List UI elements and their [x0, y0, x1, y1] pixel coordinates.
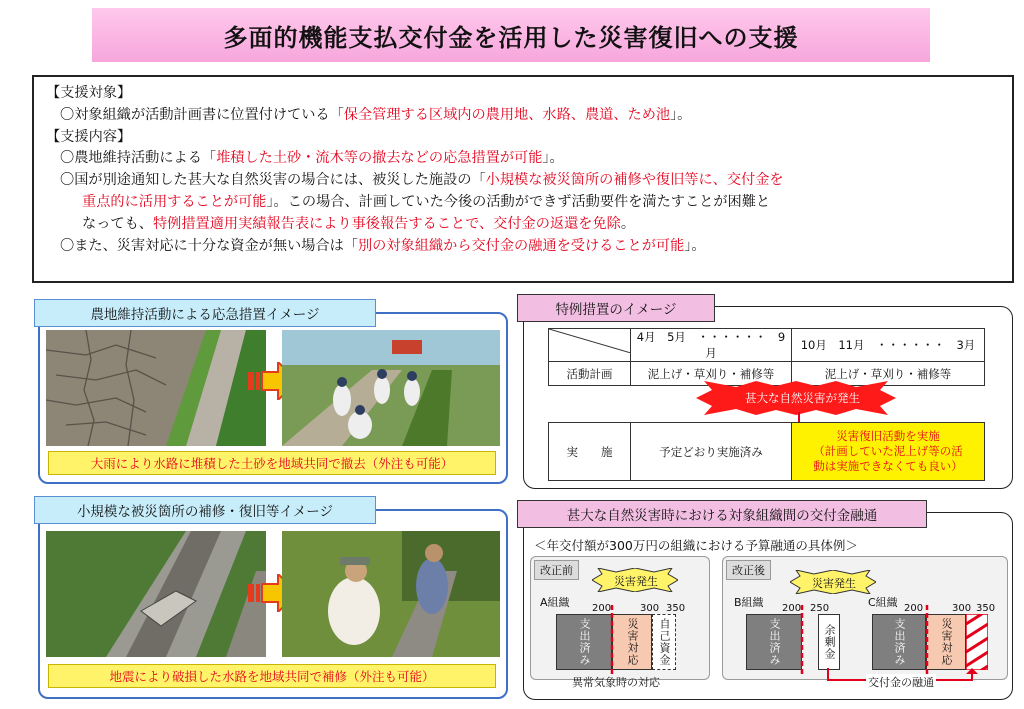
schedule-table — [548, 328, 985, 386]
disaster-label-before: 災害発生 — [614, 575, 658, 588]
content-item-2-end: 。 — [620, 215, 636, 232]
target-line-highlight: 保全管理する区域内の農用地、水路、農道、ため池 — [343, 106, 671, 123]
content-item-2-line-3 — [46, 214, 1000, 236]
content-heading: 【支援内容】 — [46, 128, 132, 145]
small-repair-tab: 小規模な被災箇所の補修・復旧等イメージ — [34, 496, 376, 524]
content-item-1-end: 」。 — [542, 150, 564, 167]
a-350: 350 — [666, 603, 686, 614]
target-line — [46, 105, 1000, 127]
impl-period-1: 予定どおり実施済み — [631, 423, 792, 481]
b-200: 200 — [782, 603, 802, 614]
content-item-3 — [46, 236, 1000, 258]
c-200: 200 — [904, 603, 924, 614]
content-item-1-highlight: 堆積した土砂・流木等の撤去などの応急措置が可能 — [216, 150, 543, 167]
content-item-2-l3-text: なっても、 — [82, 215, 153, 232]
corner-cell — [549, 329, 631, 362]
target-line-text: 〇対象組織が活動計画書に位置付けている「 — [60, 106, 344, 123]
org-b-label: B組織 — [734, 596, 764, 609]
b-250: 250 — [810, 603, 830, 614]
content-item-2 — [46, 170, 1000, 192]
target-line-end: 」。 — [670, 106, 692, 123]
implementation-table — [548, 422, 985, 481]
after-revision-tag: 改正後 — [726, 560, 771, 580]
b-surplus-bar: 余剰金 — [818, 614, 840, 670]
content-item-2-mid: 」。この場合、計画していた今後の活動ができず活動要件を満たすことが困難と — [266, 193, 771, 210]
impl-row-header: 実 施 — [549, 423, 631, 481]
a-own-funds-bar: 自己資金 — [652, 614, 676, 670]
content-item-2-highlight-2: 重点的に活用することが可能 — [82, 193, 267, 210]
content-item-2-line-2 — [46, 192, 1000, 214]
sediment-removal-photo — [282, 330, 500, 446]
a-divider-line — [610, 605, 614, 675]
c-spent-bar: 支出済み — [872, 614, 926, 670]
emergency-measure-caption: 大雨により水路に堆積した土砂を地域共同で撤去（外注も可能） — [48, 451, 496, 475]
content-item-3-text: 〇また、災害対応に十分な資金が無い場合は「 — [60, 237, 358, 254]
impl-period-2-line-3: 動は実施できなくても良い） — [813, 459, 963, 473]
cracked-field-photo — [46, 330, 266, 446]
repair-work-photo — [282, 531, 500, 657]
target-heading: 【支援対象】 — [46, 85, 132, 101]
c-350: 350 — [976, 603, 996, 614]
disaster-label-after: 災害発生 — [812, 577, 856, 590]
b-divider-line — [800, 605, 804, 675]
content-item-2-highlight-3: 特例措置適用実績報告表により事後報告することで、交付金の返還を免除 — [152, 215, 621, 232]
fund-transfer-subtitle: ＜年交付額が300万円の組織における予算融通の具体例＞ — [534, 538, 858, 553]
small-repair-caption: 地震により破損した水路を地域共同で補修（外注も可能） — [48, 664, 496, 688]
period-1-header: 4月 5月 ・・・・・・ 9月 — [631, 329, 792, 362]
impl-period-2-line-2: （計画していた泥上げ等の活 — [813, 444, 963, 458]
impl-period-2 — [792, 423, 985, 481]
plan-row-header: 活動計画 — [549, 362, 631, 386]
plan-period-2: 泥上げ・草刈り・補修等 — [792, 362, 985, 386]
c-300: 300 — [952, 603, 972, 614]
content-item-1-text: 〇農地維持活動による「 — [60, 150, 217, 167]
a-200: 200 — [592, 603, 612, 614]
a-300: 300 — [640, 603, 660, 614]
emergency-measure-tab: 農地維持活動による応急措置イメージ — [34, 299, 376, 327]
a-spent-bar: 支出済み — [556, 614, 612, 670]
content-item-3-end: 」。 — [684, 237, 706, 254]
disaster-burst-label: 甚大な自然災害が発生 — [745, 391, 860, 405]
org-c-label: C組織 — [868, 596, 898, 609]
c-transfer-hatch — [966, 614, 988, 670]
c-disaster-bar: 災害対応 — [926, 614, 966, 670]
content-item-1 — [46, 148, 1000, 170]
broken-channel-photo — [46, 531, 266, 657]
content-item-2-text: 〇国が別途通知した甚大な自然災害の場合には、被災した施設の「 — [60, 172, 486, 189]
c-divider-line — [925, 605, 929, 675]
b-spent-bar: 支出済み — [746, 614, 802, 670]
a-disaster-bar: 災害対応 — [612, 614, 652, 670]
abnormal-weather-label: 異常気象時の対応 — [572, 676, 660, 689]
transfer-label: 交付金の融通 — [868, 676, 934, 689]
fund-transfer-tab: 甚大な自然災害時における対象組織間の交付金融通 — [517, 500, 927, 528]
page-title: 多面的機能支払交付金を活用した災害復旧への支援 — [92, 8, 930, 62]
impl-period-2-line-1: 災害復旧活動を実施 — [836, 429, 940, 443]
support-summary-box — [32, 75, 1014, 283]
content-item-3-highlight: 別の対象組織から交付金の融通を受けることが可能 — [357, 237, 685, 254]
content-item-2-highlight-1: 小規模な被災箇所の補修や復旧等に、交付金を — [485, 172, 784, 189]
org-a-label: A組織 — [540, 596, 570, 609]
special-measure-tab: 特例措置のイメージ — [517, 294, 715, 322]
before-revision-tag: 改正前 — [534, 560, 579, 580]
plan-period-1: 泥上げ・草刈り・補修等 — [631, 362, 792, 386]
period-2-header: 10月 11月 ・・・・・・ 3月 — [792, 329, 985, 362]
